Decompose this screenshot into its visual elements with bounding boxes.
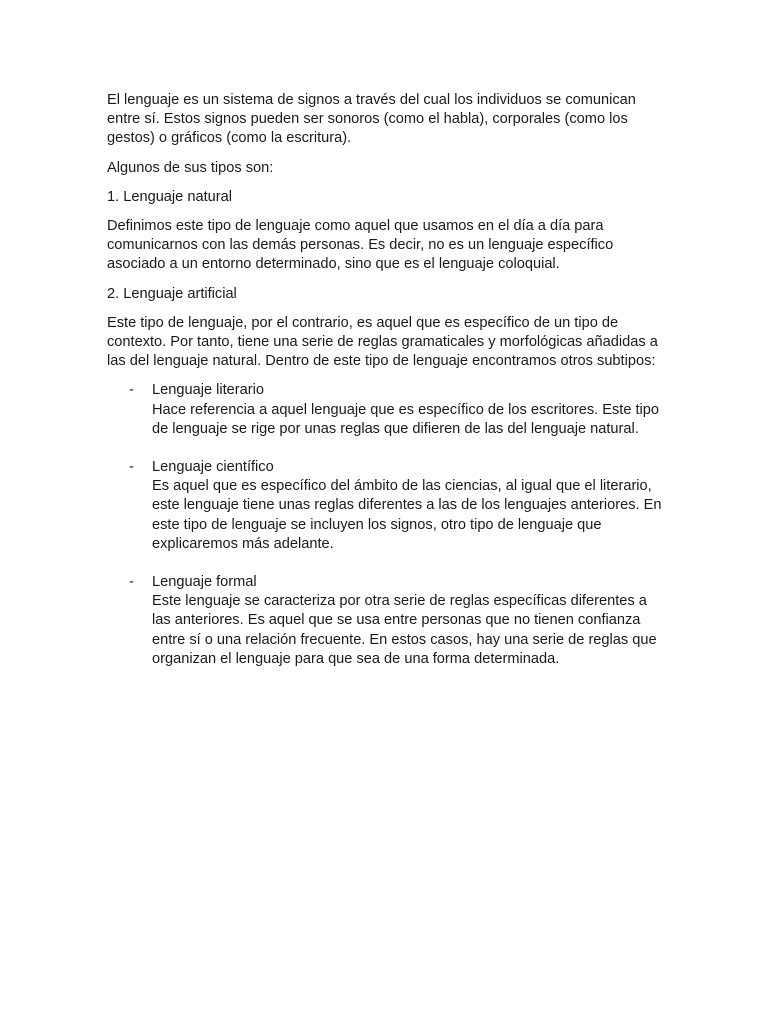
paragraph-intro: El lenguaje es un sistema de signos a través del cual los individuos se comunican entre sí. Estos signos pueden ser sonoros (como el habla), corporales (como los gestos) o gráficos (como la escritura). (107, 92, 636, 147)
list-dash: - (129, 574, 134, 591)
list-item-literary (107, 381, 667, 439)
subtype-title: Lenguaje formal (152, 574, 257, 591)
list-item-formal (107, 573, 667, 669)
subtype-title: Lenguaje literario (152, 382, 264, 399)
paragraph-types-intro: Algunos de sus tipos son: (107, 159, 274, 176)
subtype-list (107, 381, 667, 669)
heading-natural-language: 1. Lenguaje natural (107, 188, 232, 205)
subtype-description: Hace referencia a aquel lenguaje que es específico de los escritores. Este tipo de lenguaje se rige por unas reglas que difieren de las del lenguaje natural. (152, 401, 660, 437)
subtype-description: Es aquel que es específico del ámbito de las ciencias, al igual que el literario, este lenguaje tiene unas reglas diferentes a las de los lenguajes anteriores. En este tipo de lenguaje se incluyen los signos, otro tipo de lenguaje que explicaremos más adelante. (152, 478, 662, 552)
heading-artificial-language: 2. Lenguaje artificial (107, 285, 237, 302)
list-item-scientific (107, 458, 667, 554)
document-page (107, 91, 667, 669)
subtype-title: Lenguaje científico (152, 459, 274, 476)
list-dash: - (129, 382, 134, 399)
list-dash: - (129, 459, 134, 476)
paragraph-artificial-language: Este tipo de lenguaje, por el contrario, es aquel que es específico de un tipo de contexto. Por tanto, tiene una serie de reglas gramaticales y morfológicas añadidas a las del lenguaje natural. Dentro de este tipo de lenguaje encontramos otros subtipos: (107, 314, 658, 370)
subtype-description: Este lenguaje se caracteriza por otra serie de reglas específicas diferentes a las anteriores. Es aquel que se usa entre personas que no tienen confianza entre sí o una relación frecuente. En estos casos, hay una serie de reglas que organizan el lenguaje para que sea de una forma determinada. (152, 593, 657, 667)
paragraph-natural-language: Definimos este tipo de lenguaje como aquel que usamos en el día a día para comunicarnos con las demás personas. Es decir, no es un lenguaje específico asociado a un entorno determinado, sino que es el lenguaje coloquial. (107, 218, 614, 273)
